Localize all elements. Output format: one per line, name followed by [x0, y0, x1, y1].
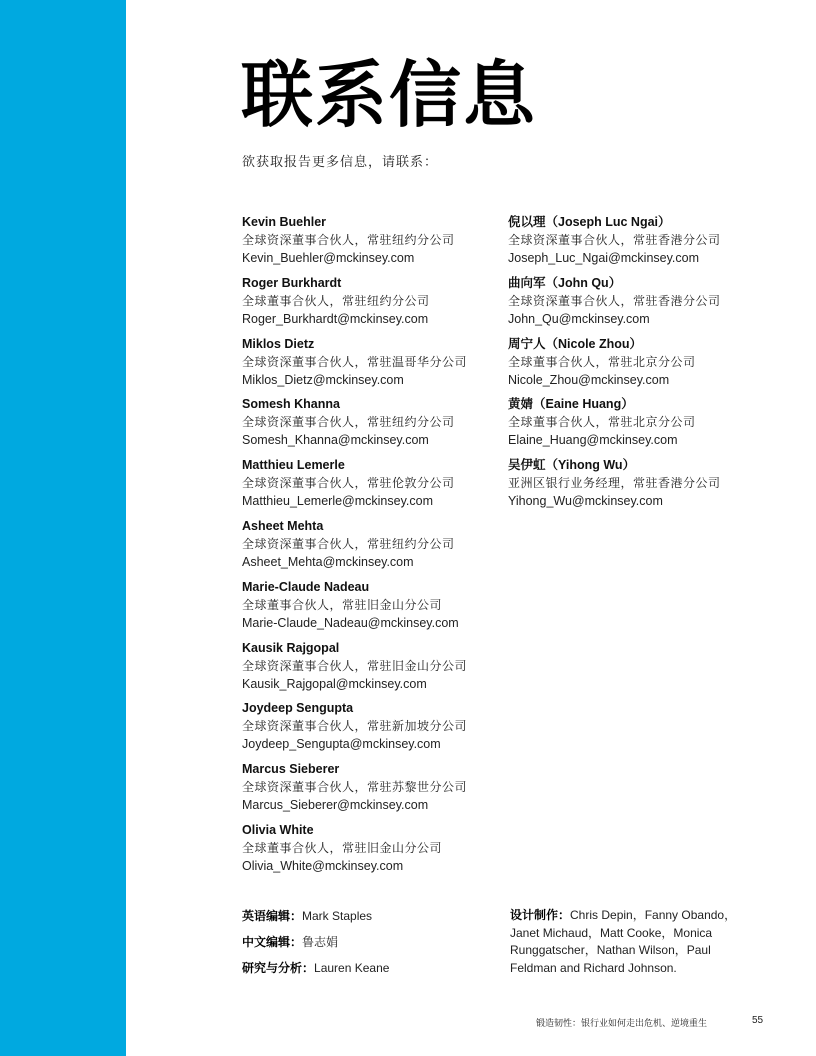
- contact-name: Asheet Mehta: [242, 518, 324, 533]
- contact-card: [242, 275, 502, 336]
- contact-email[interactable]: Kausik_Rajgopal@mckinsey.com: [242, 676, 427, 691]
- contact-title: 全球资深董事合伙人，常驻温哥华分公司: [242, 354, 468, 369]
- contact-title: 全球资深董事合伙人，常驻香港分公司: [508, 293, 721, 308]
- contact-email[interactable]: Roger_Burkhardt@mckinsey.com: [242, 311, 429, 326]
- contact-card: [508, 457, 768, 518]
- contact-email[interactable]: Nicole_Zhou@mckinsey.com: [508, 372, 670, 387]
- footer-publication-title: 锻造韧性：银行业如何走出危机、逆境重生: [536, 1019, 708, 1029]
- contact-title: 全球董事合伙人，常驻北京分公司: [508, 354, 696, 369]
- contact-title: 全球资深董事合伙人，常驻旧金山分公司: [242, 658, 468, 673]
- credit-label: 英语编辑：: [242, 909, 303, 923]
- contact-email[interactable]: Matthieu_Lemerle@mckinsey.com: [242, 494, 433, 509]
- contact-card: [508, 396, 768, 457]
- contact-card: [508, 336, 768, 397]
- contact-email[interactable]: Joseph_Luc_Ngai@mckinsey.com: [508, 251, 700, 265]
- contact-email[interactable]: Yihong_Wu@mckinsey.com: [508, 494, 663, 509]
- contacts-left-column: [242, 214, 502, 883]
- contact-email[interactable]: Joydeep_Sengupta@mckinsey.com: [242, 737, 441, 752]
- page-subtitle: 欲获取报告更多信息，请联系：: [242, 155, 439, 170]
- contact-card: [242, 336, 502, 397]
- contact-email[interactable]: Elaine_Huang@mckinsey.com: [508, 433, 678, 448]
- credit-value: Chris Depin，Fanny Obando，Janet Michaud，Matt Cooke，Monica Runggatscher，Nathan Wilson，Paul Feldman and Richard Johnson.: [510, 908, 737, 975]
- contact-email[interactable]: Kevin_Buehler@mckinsey.com: [242, 251, 415, 265]
- contact-name: Matthieu Lemerle: [242, 458, 345, 473]
- contact-email[interactable]: John_Qu@mckinsey.com: [508, 311, 650, 326]
- sidebar-accent-bar: [0, 0, 126, 1056]
- contact-title: 全球董事合伙人，常驻北京分公司: [508, 415, 696, 430]
- contact-name: 倪以理（Joseph Luc Ngai）: [508, 215, 671, 229]
- contact-name: Miklos Dietz: [242, 336, 315, 351]
- contact-title: 亚洲区银行业务经理，常驻香港分公司: [508, 476, 721, 491]
- contacts-right-column: [508, 214, 768, 518]
- contact-title: 全球董事合伙人，常驻旧金山分公司: [242, 840, 443, 855]
- contact-title: 全球资深董事合伙人，常驻纽约分公司: [242, 233, 455, 247]
- contact-name: Joydeep Sengupta: [242, 701, 354, 716]
- contact-card: [242, 579, 502, 640]
- contact-card: [242, 822, 502, 883]
- contact-name: 周宁人（Nicole Zhou）: [508, 336, 643, 351]
- contact-name: Marcus Sieberer: [242, 762, 340, 777]
- contact-card: [242, 214, 502, 275]
- contact-name: 曲向军（John Qu）: [508, 275, 622, 290]
- contact-title: 全球资深董事合伙人，常驻香港分公司: [508, 233, 721, 247]
- contact-card: [242, 518, 502, 579]
- contact-email[interactable]: Miklos_Dietz@mckinsey.com: [242, 372, 404, 387]
- contact-title: 全球董事合伙人，常驻纽约分公司: [242, 293, 430, 308]
- contact-name: 黄婧（Eaine Huang）: [508, 397, 634, 412]
- contact-card: [508, 214, 768, 275]
- contact-card: [242, 700, 502, 761]
- contact-email[interactable]: Somesh_Khanna@mckinsey.com: [242, 433, 429, 448]
- contact-card: [242, 396, 502, 457]
- contact-title: 全球资深董事合伙人，常驻苏黎世分公司: [242, 780, 468, 795]
- credit-label: 设计制作：: [510, 908, 571, 922]
- contact-email[interactable]: Marcus_Sieberer@mckinsey.com: [242, 798, 429, 813]
- credit-research: [242, 959, 492, 977]
- contact-name: Roger Burkhardt: [242, 275, 342, 290]
- contact-title: 全球资深董事合伙人，常驻伦敦分公司: [242, 476, 455, 491]
- contact-name: 吴伊虹（Yihong Wu）: [508, 458, 636, 473]
- contact-name: Olivia White: [242, 822, 314, 837]
- credit-value: Lauren Keane: [314, 961, 390, 975]
- contact-title: 全球资深董事合伙人，常驻新加坡分公司: [242, 719, 468, 734]
- contact-title: 全球资深董事合伙人，常驻纽约分公司: [242, 415, 455, 430]
- contact-card: [508, 275, 768, 336]
- credits-left: [242, 907, 492, 985]
- credit-english-editor: [242, 907, 492, 925]
- credit-chinese-editor: [242, 933, 492, 951]
- contact-name: Somesh Khanna: [242, 397, 340, 412]
- page-number: 55: [752, 1015, 764, 1026]
- contact-card: [242, 640, 502, 701]
- credit-label: 研究与分析：: [242, 961, 315, 975]
- contact-card: [242, 457, 502, 518]
- page-title: 联系信息: [241, 52, 538, 137]
- credit-value: 鲁志娟: [302, 935, 339, 949]
- credit-design: [510, 907, 760, 977]
- contact-name: Kevin Buehler: [242, 215, 327, 229]
- contact-name: Marie-Claude Nadeau: [242, 579, 370, 594]
- contact-title: 全球董事合伙人，常驻旧金山分公司: [242, 597, 443, 612]
- contact-email[interactable]: Olivia_White@mckinsey.com: [242, 858, 404, 873]
- contact-title: 全球资深董事合伙人，常驻纽约分公司: [242, 536, 455, 551]
- contact-card: [242, 761, 502, 822]
- contact-email[interactable]: Asheet_Mehta@mckinsey.com: [242, 554, 414, 569]
- credit-label: 中文编辑：: [242, 935, 303, 949]
- contact-email[interactable]: Marie-Claude_Nadeau@mckinsey.com: [242, 615, 459, 630]
- contact-name: Kausik Rajgopal: [242, 640, 340, 655]
- credit-value: Mark Staples: [302, 909, 373, 923]
